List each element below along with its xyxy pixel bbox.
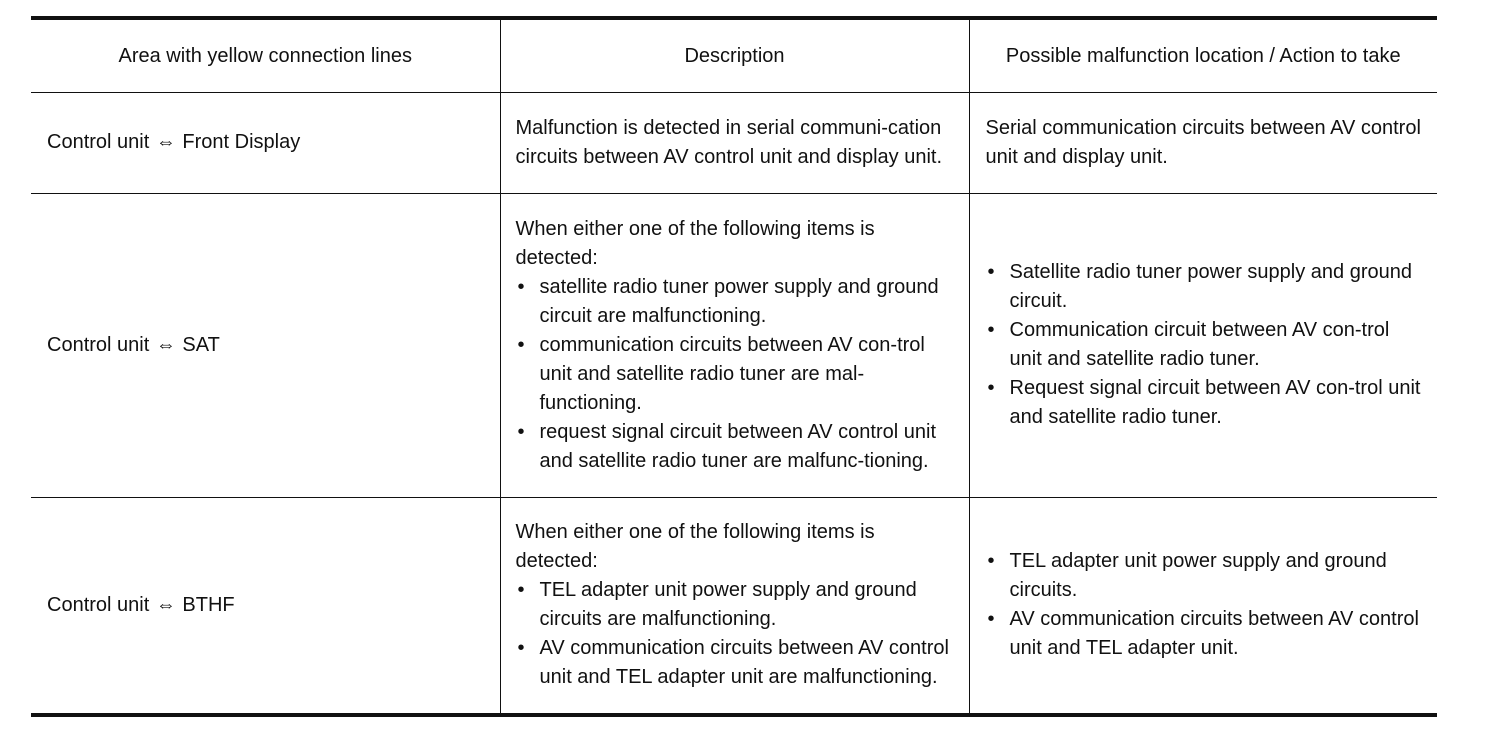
list-item-text: Satellite radio tuner power supply and ground circuit. bbox=[1009, 261, 1412, 312]
area-cell bbox=[31, 92, 500, 193]
list-item bbox=[986, 374, 1428, 432]
bidirectional-arrow-icon: ⇔ bbox=[155, 333, 176, 356]
diagnosis-table bbox=[31, 16, 1437, 717]
header-description: Description bbox=[500, 18, 969, 92]
area-prefix: Control unit bbox=[47, 131, 150, 153]
list-item bbox=[516, 418, 959, 476]
bullet-icon: • bbox=[517, 333, 525, 356]
description-intro: When either one of the following items is detected: bbox=[515, 521, 875, 573]
bullet-icon: • bbox=[517, 420, 525, 443]
area-prefix: Control unit bbox=[47, 593, 150, 616]
list-item-text: request signal circuit between AV control unit and satellite radio tuner are malfunc-tioning. bbox=[539, 420, 937, 472]
list-item-text: satellite radio tuner power supply and ground circuit are malfunctioning. bbox=[539, 275, 939, 327]
list-item-text: TEL adapter unit power supply and ground circuits. bbox=[1009, 550, 1387, 602]
description-cell bbox=[500, 193, 969, 497]
table-row bbox=[31, 92, 1437, 193]
bidirectional-arrow-icon: ⇔ bbox=[155, 131, 176, 153]
area-target: BTHF bbox=[182, 593, 235, 616]
bullet-icon: • bbox=[517, 579, 525, 602]
header-row bbox=[31, 18, 1437, 92]
bidirectional-arrow-icon: ⇔ bbox=[155, 593, 176, 616]
list-item bbox=[516, 576, 959, 634]
list-item-text: AV communication circuits between AV control unit and TEL adapter unit are malfunctioning. bbox=[539, 637, 949, 689]
table-row bbox=[31, 497, 1437, 715]
action-text: Serial communication circuits between AV control unit and display unit. bbox=[985, 116, 1421, 168]
list-item-text: communication circuits between AV con-trol unit and satellite radio tuner are mal-functioning. bbox=[539, 333, 925, 414]
area-cell bbox=[31, 497, 500, 715]
header-area: Area with yellow connection lines bbox=[31, 18, 500, 92]
list-item bbox=[986, 316, 1428, 374]
header-action: Possible malfunction location / Action to take bbox=[969, 18, 1437, 92]
action-cell bbox=[969, 193, 1437, 497]
list-item bbox=[516, 634, 959, 692]
action-list bbox=[986, 547, 1428, 663]
list-item bbox=[516, 273, 959, 331]
action-cell bbox=[969, 497, 1437, 715]
area-prefix: Control unit bbox=[47, 333, 150, 356]
description-cell bbox=[500, 497, 969, 715]
description-list bbox=[516, 273, 959, 476]
list-item-text: TEL adapter unit power supply and ground circuits are malfunctioning. bbox=[539, 579, 917, 631]
action-cell bbox=[969, 92, 1437, 193]
bullet-icon: • bbox=[987, 377, 995, 399]
area-cell bbox=[31, 193, 500, 497]
list-item bbox=[986, 605, 1428, 663]
table-row bbox=[31, 193, 1437, 497]
list-item bbox=[986, 258, 1428, 316]
description-cell bbox=[500, 92, 969, 193]
bullet-icon: • bbox=[987, 261, 995, 283]
area-label bbox=[47, 131, 300, 153]
description-intro: When either one of the following items is detected: bbox=[515, 217, 875, 269]
list-item bbox=[516, 331, 959, 418]
bullet-icon: • bbox=[517, 637, 525, 660]
bullet-icon: • bbox=[517, 275, 525, 298]
area-target: SAT bbox=[182, 333, 220, 356]
description-list bbox=[516, 576, 959, 692]
bullet-icon: • bbox=[987, 319, 995, 341]
area-label bbox=[47, 334, 220, 356]
bullet-icon: • bbox=[987, 608, 995, 631]
list-item-text: Communication circuit between AV con-trol unit and satellite radio tuner. bbox=[1009, 319, 1390, 370]
area-label bbox=[47, 594, 235, 616]
list-item bbox=[986, 547, 1428, 605]
table-header bbox=[31, 18, 1437, 92]
area-target: Front Display bbox=[182, 131, 301, 153]
list-item-text: Request signal circuit between AV con-trol unit and satellite radio tuner. bbox=[1009, 377, 1421, 428]
description-text: Malfunction is detected in serial communi-cation circuits between AV control unit and display unit. bbox=[515, 116, 943, 168]
bullet-icon: • bbox=[987, 550, 995, 573]
table-body bbox=[31, 92, 1437, 715]
list-item-text: AV communication circuits between AV control unit and TEL adapter unit. bbox=[1009, 608, 1419, 660]
action-list bbox=[986, 258, 1428, 432]
